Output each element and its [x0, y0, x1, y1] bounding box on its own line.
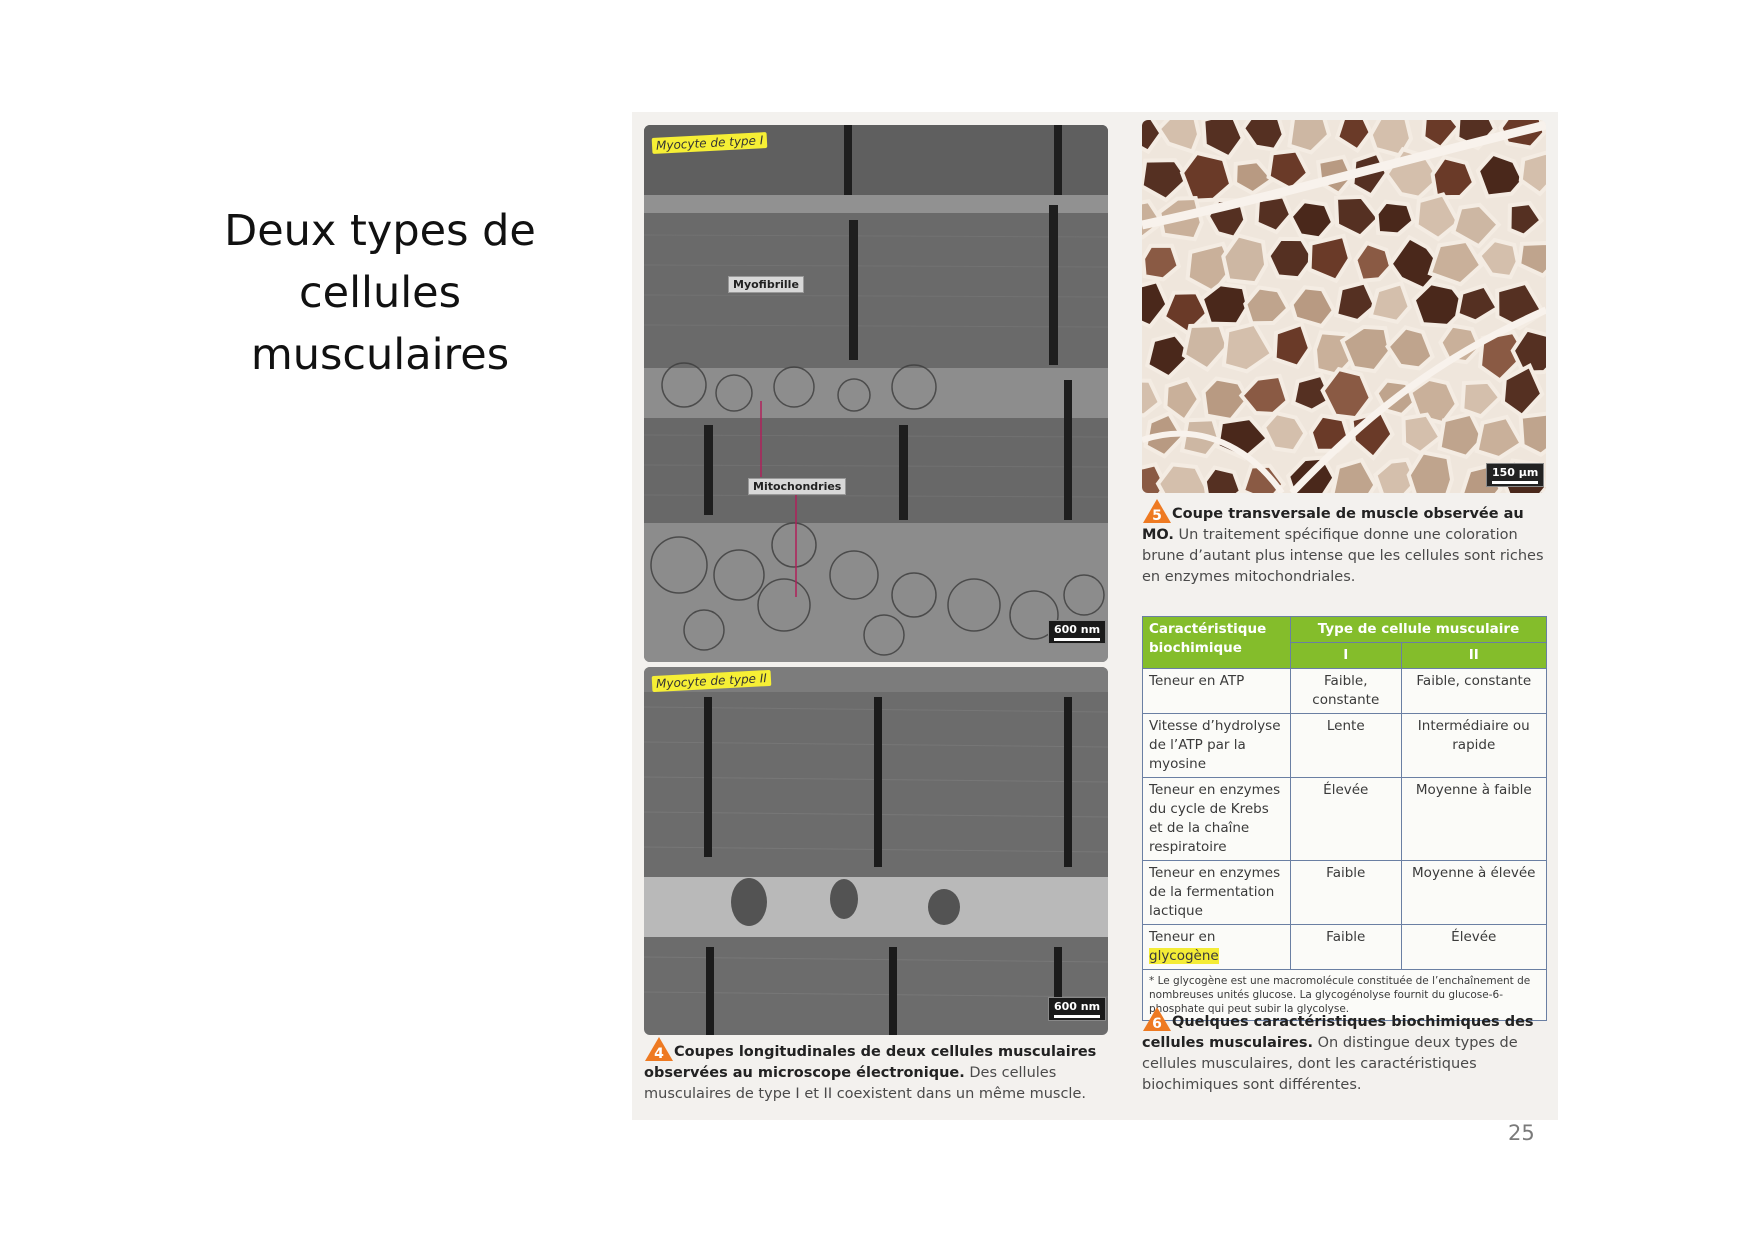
- light-micrograph-image: [1142, 120, 1546, 493]
- cell-type-1: Faible, constante: [1291, 669, 1402, 714]
- muscle-fibre: [1205, 468, 1241, 493]
- cell-type-2: Moyenne à faible: [1401, 778, 1546, 861]
- header-cell-type: Type de cellule musculaire: [1291, 617, 1547, 643]
- scale-bar-type-1: 600 nm: [1048, 620, 1106, 644]
- figure-5-caption: [1142, 504, 1552, 588]
- table-row: [1143, 925, 1547, 970]
- cell-type-2: Élevée: [1401, 925, 1546, 970]
- figure-6-caption: [1142, 1012, 1552, 1096]
- figure-4-caption-title: Coupes longitudinales de deux cellules musculaires observées au microscope électronique.: [644, 1044, 1097, 1081]
- table-row: [1143, 861, 1547, 925]
- figure-4-number-text: 4: [654, 1046, 664, 1062]
- label-myocyte-type-2: Myocyte de type II: [652, 670, 772, 692]
- figure-4-caption: [644, 1042, 1114, 1105]
- cell-type-1: Faible: [1291, 925, 1402, 970]
- cell-type-1: Lente: [1291, 714, 1402, 778]
- figure-6-caption-text: On distingue deux types de cellules musculaires, dont les caractéristiques biochimiques sont différentes.: [1142, 1035, 1518, 1093]
- table-row: [1143, 714, 1547, 778]
- annotation-mitochondries: Mitochondries: [748, 478, 846, 495]
- table-row: [1143, 778, 1547, 861]
- muscle-fibre: [1433, 157, 1475, 197]
- muscle-fibre: [1521, 413, 1546, 455]
- muscle-fibre: [1371, 283, 1410, 322]
- row-label: Teneur en enzymes de la fermentation lactique: [1143, 861, 1291, 925]
- highlight-glycogene: glycogène: [1149, 948, 1219, 964]
- annotation-myofibrille: Myofibrille: [728, 276, 804, 293]
- row-label: Teneur en enzymes du cycle de Krebs et de la chaîne respiratoire: [1143, 778, 1291, 861]
- figure-5-caption-title: Coupe transversale de muscle observée au MO.: [1142, 506, 1524, 543]
- label-myocyte-type-1: Myocyte de type I: [652, 132, 768, 154]
- scale-bar-mo: 150 µm: [1486, 463, 1544, 487]
- row-label: [1143, 925, 1291, 970]
- row-label: Vitesse d’hydrolyse de l’ATP par la myosine: [1143, 714, 1291, 778]
- cell-type-2: Intermédiaire ou rapide: [1401, 714, 1546, 778]
- cell-type-1: Faible: [1291, 861, 1402, 925]
- table-row: [1143, 669, 1547, 714]
- muscle-fibre: [1291, 201, 1333, 238]
- warning-triangle-icon: [1142, 1006, 1172, 1032]
- cell-type-1: Élevée: [1291, 778, 1402, 861]
- page-number: 25: [1508, 1121, 1535, 1145]
- warning-triangle-icon: [644, 1036, 674, 1062]
- header-type-2: II: [1401, 643, 1546, 669]
- micrograph-type-1-image: [644, 125, 1108, 662]
- header-characteristic: Caractéristique biochimique: [1143, 617, 1291, 669]
- header-type-1: I: [1291, 643, 1402, 669]
- title-line-3: musculaires: [250, 330, 510, 380]
- biochemical-table: [1142, 616, 1547, 1021]
- micrograph-type-1: [644, 125, 1108, 662]
- micrograph-type-2-image: [644, 667, 1108, 1035]
- table-footnote: * Le glycogène est une macromolécule constituée de l’enchaînement de nombreuses unités glucose. La glycogénolyse fournit du glucose-6-phosphate qui peut subir la glycolyse.: [1143, 970, 1547, 1021]
- title-line-2: cellules: [298, 268, 462, 318]
- warning-triangle-icon: [1142, 498, 1172, 524]
- figure-6-caption-title: Quelques caractéristiques biochimiques des cellules musculaires.: [1142, 1014, 1534, 1051]
- figure-6-number-text: 6: [1152, 1016, 1162, 1032]
- cell-type-2: Faible, constante: [1401, 669, 1546, 714]
- light-micrograph: [1142, 120, 1546, 493]
- scale-bar-type-2: 600 nm: [1048, 997, 1106, 1021]
- title-line-1: Deux types de: [224, 206, 536, 256]
- figure-4-caption-text: Des cellules musculaires de type I et II coexistent dans un même muscle.: [644, 1065, 1086, 1102]
- row-label: Teneur en ATP: [1143, 669, 1291, 714]
- textbook-scan: [632, 112, 1558, 1120]
- figure-5-caption-text: Un traitement spécifique donne une coloration brune d’autant plus intense que les cellules sont riches en enzymes mitochondriales.: [1142, 527, 1544, 585]
- figure-5-number-text: 5: [1152, 508, 1162, 524]
- micrograph-type-2: [644, 667, 1108, 1035]
- row-label-prefix: Teneur en: [1149, 929, 1216, 945]
- slide-title: [200, 200, 560, 386]
- cell-type-2: Moyenne à élevée: [1401, 861, 1546, 925]
